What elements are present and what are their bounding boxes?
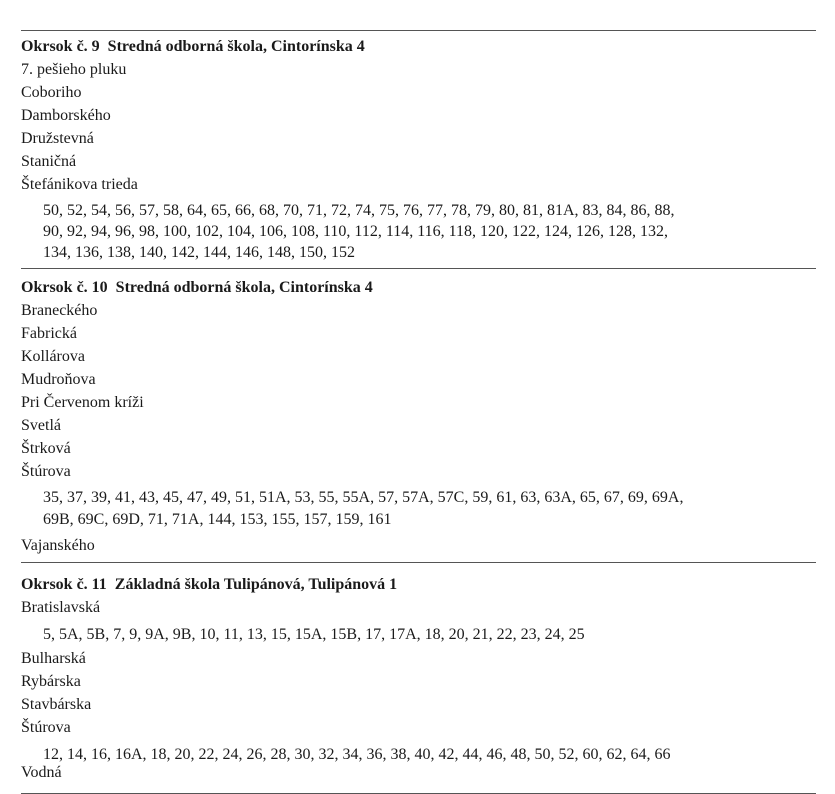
street: Rybárska bbox=[21, 673, 81, 690]
district-11-header: Okrsok č. 11 Základná škola Tulipánová, Tulipánová 1 bbox=[21, 576, 398, 593]
document-page bbox=[21, 0, 816, 794]
street: Stavbárska bbox=[21, 696, 92, 713]
divider bbox=[21, 268, 816, 269]
street: Coboriho bbox=[21, 84, 82, 101]
house-numbers: 12, 14, 16, 16A, 18, 20, 22, 24, 26, 28, 30, 32, 34, 36, 38, 40, 42, 44, 46, 48, 50, 52, 60, 62, 64, 66 bbox=[43, 746, 671, 763]
house-numbers-line: 90, 92, 94, 96, 98, 100, 102, 104, 106, 108, 110, 112, 114, 116, 118, 120, 122, 124, 126, 128, 132, bbox=[43, 223, 669, 240]
street: Mudroňova bbox=[21, 371, 96, 388]
district-10-header: Okrsok č. 10 Stredná odborná škola, Cintorínska 4 bbox=[21, 279, 373, 296]
street: Svetlá bbox=[21, 417, 61, 434]
street: Bratislavská bbox=[21, 599, 101, 616]
street: Braneckého bbox=[21, 302, 98, 319]
house-numbers-line: 35, 37, 39, 41, 43, 45, 47, 49, 51, 51A, 53, 55, 55A, 57, 57A, 57C, 59, 61, 63, 63A, 65, 67, 69, 69A, bbox=[43, 489, 684, 506]
house-numbers-line: 134, 136, 138, 140, 142, 144, 146, 148, 150, 152 bbox=[43, 244, 355, 261]
street: Damborského bbox=[21, 107, 111, 124]
street: Kollárova bbox=[21, 348, 85, 365]
street: Vajanského bbox=[21, 537, 95, 554]
street: Družstevná bbox=[21, 130, 94, 147]
house-numbers bbox=[21, 487, 816, 531]
street: Štúrova bbox=[21, 719, 71, 736]
street: Staničná bbox=[21, 153, 77, 170]
street: Bulharská bbox=[21, 650, 86, 667]
house-numbers-line: 50, 52, 54, 56, 57, 58, 64, 65, 66, 68, 70, 71, 72, 74, 75, 76, 77, 78, 79, 80, 81, 81A, 83, 84, 86, 88, bbox=[43, 202, 675, 219]
street: Štefánikova trieda bbox=[21, 176, 138, 193]
divider bbox=[21, 562, 816, 563]
street: Fabrická bbox=[21, 325, 77, 342]
street: Vodná bbox=[21, 764, 62, 781]
house-numbers: 5, 5A, 5B, 7, 9, 9A, 9B, 10, 11, 13, 15, 15A, 15B, 17, 17A, 18, 20, 21, 22, 23, 24, 25 bbox=[43, 626, 585, 643]
street: Štúrova bbox=[21, 463, 71, 480]
district-9-header: Okrsok č. 9 Stredná odborná škola, Cintorínska 4 bbox=[21, 38, 365, 55]
divider bbox=[21, 30, 816, 31]
house-numbers bbox=[21, 200, 816, 263]
street: Štrková bbox=[21, 440, 71, 457]
house-numbers-line: 69B, 69C, 69D, 71, 71A, 144, 153, 155, 157, 159, 161 bbox=[43, 511, 392, 528]
street: Pri Červenom kríži bbox=[21, 394, 144, 411]
street: 7. pešieho pluku bbox=[21, 61, 127, 78]
